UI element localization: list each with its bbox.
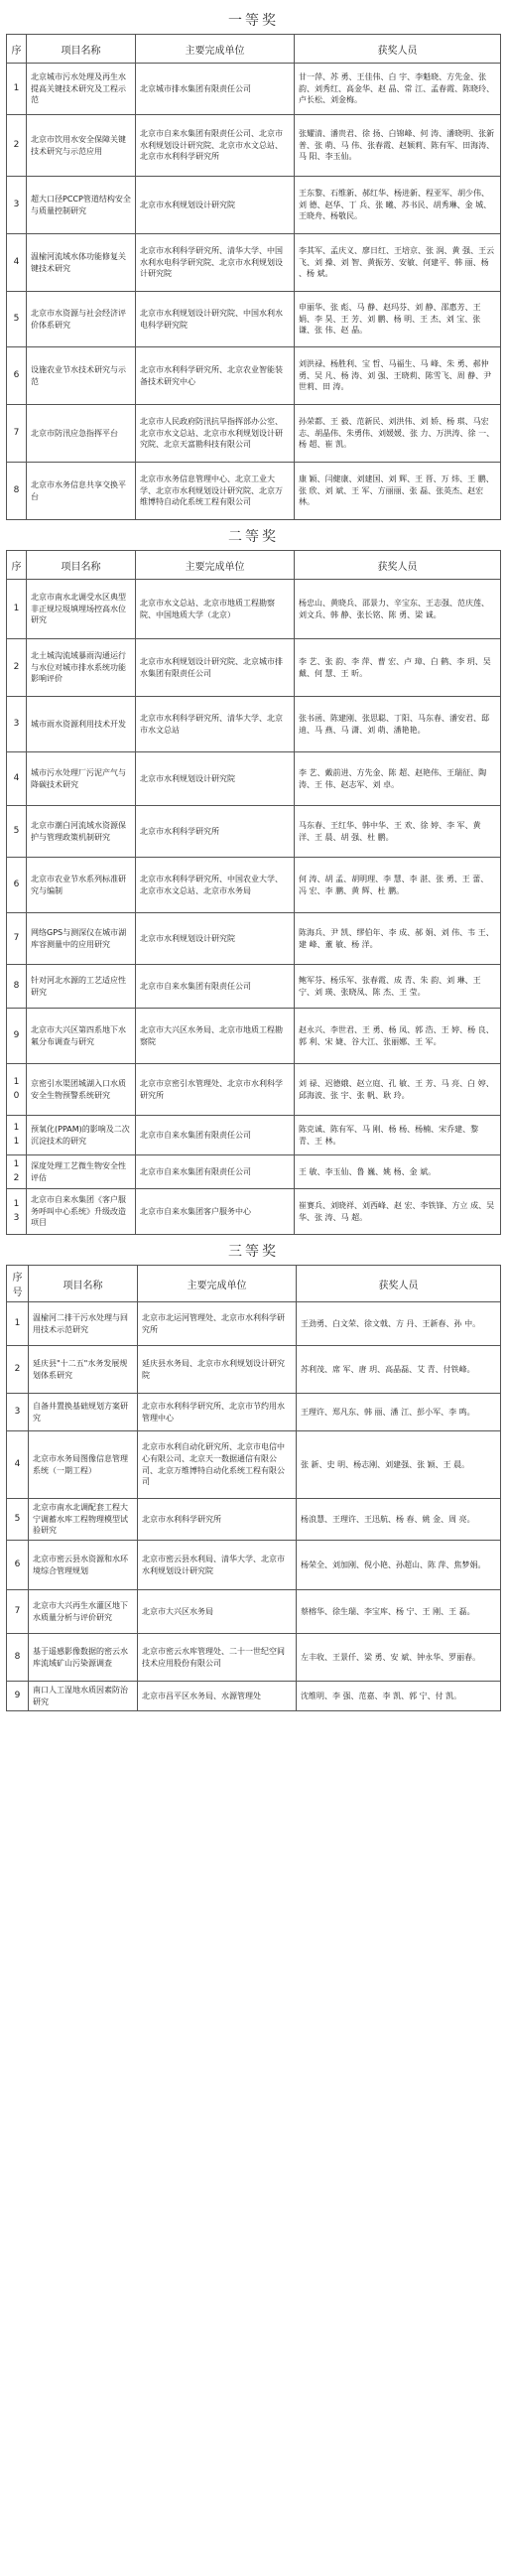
project-name: 延庆县"十二五"水务发展规划体系研究 [29, 1346, 138, 1394]
table-row [7, 1189, 501, 1235]
award-people: 张耀清、潘贵君、徐 扬、白锦峰、何 涛、潘晓明、张新普、张 萌、马 伟、张春霞、赵颖莉、陈有军、田海涛、马 阳、李玉仙。 [295, 115, 501, 177]
row-number: 12 [7, 1155, 27, 1189]
completion-unit: 北京市密云县水利局、清华大学、北京市水利规划设计研究院 [138, 1541, 297, 1590]
project-name: 城市污水处理厂污泥产气与降碳技术研究 [27, 752, 136, 806]
table-row [7, 806, 501, 858]
table-row [7, 1499, 501, 1541]
header-unit: 主要完成单位 [136, 551, 295, 580]
row-number: 8 [7, 463, 27, 520]
project-name: 南口人工湿地水质因素防治研究 [29, 1682, 138, 1711]
project-name: 城市雨水资源利用技术开发 [27, 697, 136, 752]
project-name: 北京市大兴再生水灌区地下水质量分析与评价研究 [29, 1590, 138, 1634]
table-row [7, 1064, 501, 1116]
award-people: 张 新、史 明、杨志刚、刘建强、张 颖、王 晨。 [297, 1431, 501, 1499]
table-row [7, 405, 501, 463]
award-people: 孙荣都、王 毅、范新民、刘洪伟、刘 娇、杨 琪、马宏志、胡晶伟、朱勇伟、刘媛媛、张 力、万洪涛、徐 一、杨 超、崔 凯。 [295, 405, 501, 463]
section-title: 一等奖 [228, 13, 279, 29]
award-people: 王 敏、李玉仙、鲁 巍、姚 杨、金 斌。 [295, 1155, 501, 1189]
project-name: 北京市水务局图像信息管理系统（一期工程） [29, 1431, 138, 1499]
award-people: 甘一萍、苏 勇、王佳伟、白 宇、李魁晓、方先金、张 韵、刘秀红、高金华、赵 晶、常 江、孟春霞、陈晓玲、卢长松、刘金梅。 [295, 64, 501, 115]
row-number: 8 [7, 965, 27, 1009]
award-people: 康 颖、闫健康、刘建国、刘 辉、王 晋、万 炜、王 鹏、张 欣、刘 斌、王 军、方丽丽、张 磊、张英杰、赵宏林。 [295, 463, 501, 520]
table-row [7, 64, 501, 115]
table-row [7, 347, 501, 405]
project-name: 预氧化(PPAM)的影响及二次沉淀技术的研究 [27, 1116, 136, 1155]
project-name: 温榆河二排干污水处理与回用技术示范研究 [29, 1302, 138, 1346]
award-people: 鲍军芬、杨乐军、张春霞、成 青、朱 韵、刘 琳、王 宁、刘 瑛、张晓凤、陈 杰、王 莹。 [295, 965, 501, 1009]
table-header-row [7, 35, 501, 64]
table-row [7, 965, 501, 1009]
row-number: 4 [7, 1431, 29, 1499]
completion-unit: 北京市水利规划设计研究院、北京城市排水集团有限责任公司 [136, 639, 295, 697]
table-header-row [7, 551, 501, 580]
project-name: 设施农业节水技术研究与示范 [27, 347, 136, 405]
table-row [7, 463, 501, 520]
award-people: 杨荣全、刘加刚、倪小艳、孙超山、陈 萍、焦梦娟。 [297, 1541, 501, 1590]
row-number: 7 [7, 1590, 29, 1634]
completion-unit: 北京城市排水集团有限责任公司 [136, 64, 295, 115]
award-people: 刘洪禄、杨胜利、宝 哲、马福生、马 峰、朱 勇、郝仲勇、吴 凡、杨 涛、刘 强、王晓莉、陈雪飞、周 静、尹世莉、田 涛。 [295, 347, 501, 405]
completion-unit: 延庆县水务局、北京市水利规划设计研究院 [138, 1346, 297, 1394]
row-number: 11 [7, 1116, 27, 1155]
header-no: 序 [7, 35, 27, 64]
completion-unit: 北京市水利科学研究所、北京市节约用水管理中心 [138, 1394, 297, 1431]
table-row [7, 177, 501, 234]
sections-container [6, 0, 501, 1711]
award-people: 陈克诚、陈有军、马 刚、杨 杨、杨楠、宋乔建、黎 青、王 林。 [295, 1116, 501, 1155]
completion-unit: 北京市水利规划设计研究院 [136, 177, 295, 234]
award-table [6, 34, 501, 520]
completion-unit: 北京市水利自动化研究所、北京市电信中心有限公司、北京天一数据通信有限公司、北京万维博特自动化系统工程有限公司 [138, 1431, 297, 1499]
table-row [7, 1155, 501, 1189]
project-name: 北京市自来水集团《客户服务呼叫中心系统》升级改造项目 [27, 1189, 136, 1235]
completion-unit: 北京市水务信息管理中心、北京工业大学、北京市水利规划设计研究院、北京万维博特自动化系统工程有限公司 [136, 463, 295, 520]
award-people: 沈维明、李 强、范嘉、李 凯、郭 宁、付 凯。 [297, 1682, 501, 1711]
row-number: 9 [7, 1682, 29, 1711]
table-row [7, 697, 501, 752]
project-name: 温榆河流域水体功能修复关键技术研究 [27, 234, 136, 292]
table-row [7, 580, 501, 639]
award-people: 崔赛兵、刘晓祥、刘西峰、赵 宏、李铁锋、方立 成、吴 华、张 涛、马 超。 [295, 1189, 501, 1235]
project-name: 北京市饮用水安全保障关键技术研究与示范应用 [27, 115, 136, 177]
table-body [7, 580, 501, 1235]
table-row [7, 913, 501, 965]
award-people: 苏利茂、席 军、唐 玥、高晶磊、艾 青、付铁峰。 [297, 1346, 501, 1394]
project-name: 北京市南水北调受水区典型非正规垃圾填埋场控高水位研究 [27, 580, 136, 639]
completion-unit: 北京市水利规划设计研究院 [136, 913, 295, 965]
completion-unit: 北京市大兴区水务局 [138, 1590, 297, 1634]
row-number: 5 [7, 1499, 29, 1541]
completion-unit: 北京市大兴区水务局、北京市地质工程勘察院 [136, 1009, 295, 1064]
row-number: 2 [7, 639, 27, 697]
row-number: 1 [7, 1302, 29, 1346]
header-project-name: 项目名称 [27, 551, 136, 580]
award-people: 马东春、王红华、韩中华、王 欢、徐 婷、李 军、黄 洋、王 晨、胡 强、杜 鹏。 [295, 806, 501, 858]
project-name: 基于遥感影像数据的密云水库流域矿山污染源调查 [29, 1634, 138, 1682]
table-row [7, 1634, 501, 1682]
award-people: 杨浪慧、王理许、王迅航、杨 春、姚 金、周 亮。 [297, 1499, 501, 1541]
table-header-row [7, 1266, 501, 1302]
project-name: 京密引水渠团城湖入口水质安全生物预警系统研究 [27, 1064, 136, 1116]
project-name: 北京市大兴区第四系地下水氟分布调查与研究 [27, 1009, 136, 1064]
table-row [7, 752, 501, 806]
award-people: 张书函、陈建刚、张思聪、丁阳、马东春、潘安君、邸 迪、马 燕、马 潇、刘 萌、潘艳艳。 [295, 697, 501, 752]
section-title: 二等奖 [228, 529, 279, 545]
table-row [7, 1541, 501, 1590]
header-people: 获奖人员 [295, 551, 501, 580]
project-name: 北京市潮白河流域水资源保护与管理政策机制研究 [27, 806, 136, 858]
row-number: 4 [7, 752, 27, 806]
completion-unit: 北京市人民政府防汛抗旱指挥部办公室、北京市水文总站、北京市水利规划设计研究院、北京天富勘科技有限公司 [136, 405, 295, 463]
award-people: 何 涛、胡 孟、胡明理、李 慧、李 湛、张 勇、王 蕾、冯 宏、李 鹏、黄 辉、杜 鹏。 [295, 858, 501, 913]
completion-unit: 北京市密云水库管理处、二十一世纪空间技术应用股份有限公司 [138, 1634, 297, 1682]
table-row [7, 1116, 501, 1155]
project-name: 北京市密云县水资源和水环境综合管理规划 [29, 1541, 138, 1590]
project-name: 深度处理工艺微生物安全性评估 [27, 1155, 136, 1189]
header-people: 获奖人员 [297, 1266, 501, 1302]
completion-unit: 北京市自来水集团有限责任公司 [136, 1155, 295, 1189]
completion-unit: 北京市水利科学研究所 [138, 1499, 297, 1541]
completion-unit: 北京市自来水集团有限责任公司 [136, 1116, 295, 1155]
section-title: 三等奖 [228, 1244, 279, 1260]
project-name: 北京市农业节水系列标准研究与编制 [27, 858, 136, 913]
header-people: 获奖人员 [295, 35, 501, 64]
table-row [7, 1682, 501, 1711]
row-number: 8 [7, 1634, 29, 1682]
row-number: 2 [7, 1346, 29, 1394]
header-project-name: 项目名称 [29, 1266, 138, 1302]
completion-unit: 北京市自来水集团有限责任公司 [136, 965, 295, 1009]
award-people: 申丽华、张 彪、马 静、赵玛芬、刘 静、邵惠芳、王 娟、李 昊、王 芳、刘 鹏、杨 明、王 杰、刘 宝、张 谦、张 伟、赵 晶。 [295, 292, 501, 347]
completion-unit: 北京市水利科学研究所、中国农业大学、北京市水文总站、北京市水务局 [136, 858, 295, 913]
row-number: 5 [7, 292, 27, 347]
table-body [7, 1302, 501, 1711]
award-people: 王劲勇、白文荣、徐文戟、方 丹、王新春、孙 中。 [297, 1302, 501, 1346]
completion-unit: 北京市水利规划设计研究院 [136, 752, 295, 806]
table-row [7, 1009, 501, 1064]
table-row [7, 1394, 501, 1431]
completion-unit: 北京市昌平区水务局、水源管理处 [138, 1682, 297, 1711]
award-people: 杨忠山、黄晓兵、邵景力、辛宝东、王志强、范庆莲、刘文兵、韩 静、张长铭、陈 勇、梁 诚。 [295, 580, 501, 639]
completion-unit: 北京市水利科学研究所、清华大学、北京市水文总站 [136, 697, 295, 752]
award-section [6, 1235, 501, 1711]
project-name: 针对河北水源的工艺适应性研究 [27, 965, 136, 1009]
table-row [7, 292, 501, 347]
award-people: 李其军、孟庆义、廖日红、王培京、张 润、黄 强、王云飞、刘 操、刘 智、黄振芳、安敏、何建平、韩 丽、杨 、杨 斌。 [295, 234, 501, 292]
row-number: 1 [7, 580, 27, 639]
table-row [7, 639, 501, 697]
row-number: 3 [7, 697, 27, 752]
table-row [7, 1346, 501, 1394]
completion-unit: 北京市水利科学研究所、北京农业智能装备技术研究中心 [136, 347, 295, 405]
completion-unit: 北京市水文总站、北京市地质工程勘察院、中国地质大学（北京） [136, 580, 295, 639]
project-name: 北京城市污水处理及再生水提高关键技术研究及工程示范 [27, 64, 136, 115]
completion-unit: 北京市水利规划设计研究院、中国水利水电科学研究院 [136, 292, 295, 347]
header-unit: 主要完成单位 [136, 35, 295, 64]
completion-unit: 北京市自来水集团有限责任公司、北京市水利规划设计研究院、北京市水文总站、北京市水利科学研究所 [136, 115, 295, 177]
row-number: 13 [7, 1189, 27, 1235]
award-people: 李 艺、张 韵、李 萍、曹 宏、卢 璋、白 鹤、李 玥、吴 戴、何 慧、王 昕。 [295, 639, 501, 697]
completion-unit: 北京市水利科学研究所 [136, 806, 295, 858]
row-number: 9 [7, 1009, 27, 1064]
project-name: 北京市防汛应急指挥平台 [27, 405, 136, 463]
table-row [7, 234, 501, 292]
table-row [7, 1590, 501, 1634]
row-number: 3 [7, 1394, 29, 1431]
award-people: 王东黎、石维新、郝红华、杨进新、程亚军、胡少伟、刘 德、赵华、丁 兵、张 曦、苏书民、胡秀琳、金 城、王晓舟、杨敬民。 [295, 177, 501, 234]
header-project-name: 项目名称 [27, 35, 136, 64]
table-row [7, 1431, 501, 1499]
award-people: 李 艺、戴前进、方先金、陈 超、赵艳伟、王瑞征、陶 涛、王 伟、赵志军、刘 卓。 [295, 752, 501, 806]
completion-unit: 北京市自来水集团客户服务中心 [136, 1189, 295, 1235]
completion-unit: 北京市京密引水管理处、北京市水利科学研究所 [136, 1064, 295, 1116]
table-body [7, 64, 501, 520]
project-name: 超大口径PCCP管道结构安全与质量控制研究 [27, 177, 136, 234]
award-table [6, 1265, 501, 1711]
table-row [7, 115, 501, 177]
project-name: 北京市南水北调配套工程大宁调蓄水库工程物理模型试验研究 [29, 1499, 138, 1541]
project-name: 北土城沟流域暴雨沟通运行与水位对城市排水系统功能影响评价 [27, 639, 136, 697]
row-number: 1 [7, 64, 27, 115]
header-unit: 主要完成单位 [138, 1266, 297, 1302]
row-number: 4 [7, 234, 27, 292]
row-number: 6 [7, 347, 27, 405]
award-section [6, 0, 501, 520]
table-row [7, 858, 501, 913]
row-number: 6 [7, 1541, 29, 1590]
header-no: 序 [7, 551, 27, 580]
award-people: 蔡榕华、徐生瑞、李宝库、杨 宁、王 刚、王 磊。 [297, 1590, 501, 1634]
award-people: 王理许、郑凡东、韩 丽、潘 江、彭小军、李 鸣。 [297, 1394, 501, 1431]
completion-unit: 北京市水利科学研究所、清华大学、中国水利水电科学研究院、北京市水利规划设计研究院 [136, 234, 295, 292]
project-name: 网络GPS与测深仪在城市湖库容测量中的应用研究 [27, 913, 136, 965]
row-number: 2 [7, 115, 27, 177]
award-people: 赵永兴、李世君、王 勇、杨 凤、郭 浩、王 婷、杨 良、郭 利、宋 婕、谷大江、张丽娜、王 军。 [295, 1009, 501, 1064]
row-number: 7 [7, 913, 27, 965]
award-people: 陈海兵、尹 凯、缪伯年、李 成、郝 娟、刘 伟、韦 王、建 峰、董 敏、杨 洋。 [295, 913, 501, 965]
completion-unit: 北京市北运河管理处、北京市水利科学研究所 [138, 1302, 297, 1346]
award-people: 左丰收、王景仟、梁 勇、安 斌、钟永华、罗丽春。 [297, 1634, 501, 1682]
header-no: 序号 [7, 1266, 29, 1302]
row-number: 5 [7, 806, 27, 858]
row-number: 7 [7, 405, 27, 463]
project-name: 自备井置换基础规划方案研究 [29, 1394, 138, 1431]
award-people: 刘 禄、迟德娥、赵立庭、孔 敏、王 芳、马 亮、白 婷、邱海波、张 宇、张 帆、耿 玲。 [295, 1064, 501, 1116]
row-number: 10 [7, 1064, 27, 1116]
row-number: 3 [7, 177, 27, 234]
award-section [6, 520, 501, 1235]
project-name: 北京市水资源与社会经济评价体系研究 [27, 292, 136, 347]
project-name: 北京市水务信息共享交换平台 [27, 463, 136, 520]
table-row [7, 1302, 501, 1346]
row-number: 6 [7, 858, 27, 913]
award-table [6, 550, 501, 1235]
